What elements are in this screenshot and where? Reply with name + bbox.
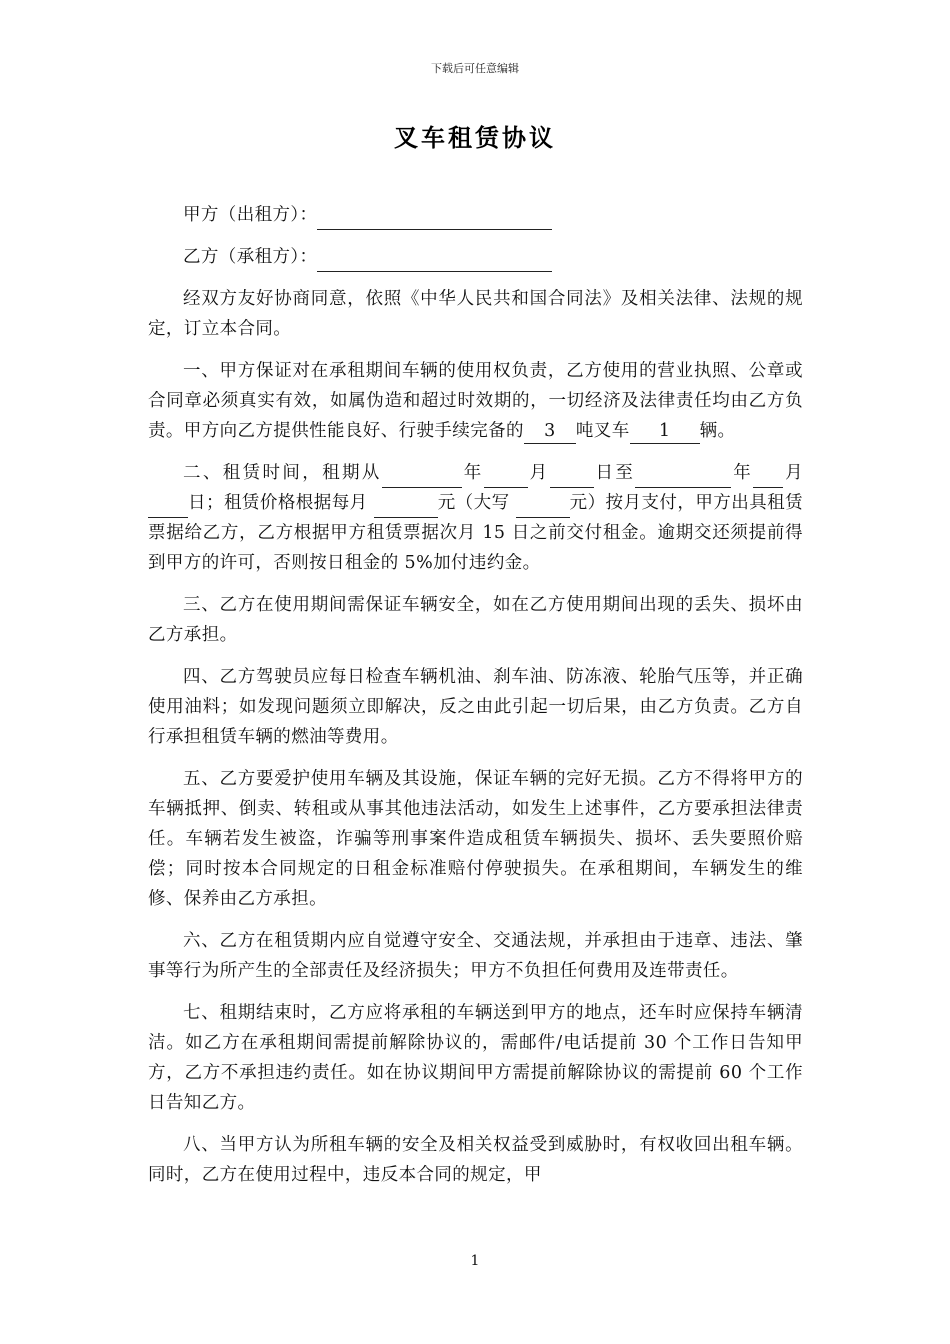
party-a-blank	[317, 207, 552, 230]
month2-label: 月	[783, 463, 803, 483]
clause-3: 三、乙方在使用期间需保证车辆安全，如在乙方使用期间出现的丢失、损坏由乙方承担。	[148, 595, 803, 645]
document-title: 叉车租赁协议	[394, 123, 556, 152]
end-day-blank	[148, 495, 188, 518]
clause-2	[148, 458, 803, 578]
party-a-line	[148, 200, 803, 230]
clause-1-text: 一、甲方保证对在承租期间车辆的使用权负责，乙方使用的营业执照、公章或合同章必须真实有效，如属伪造和超过时效期的，一切经济及法律责任均由乙方负责。甲方向乙方提供性能良好、行驶手续完备的	[148, 361, 803, 441]
clause-1-mid: 吨叉车	[575, 421, 630, 441]
party-b-line	[148, 242, 803, 272]
party-b-blank	[317, 249, 552, 272]
end-month-blank	[753, 465, 783, 488]
month-label: 月	[527, 463, 550, 483]
clause-6: 六、乙方在租赁期内应自觉遵守安全、交通法规，并承担由于违章、违法、肇事等行为所产生的全部责任及经济损失；甲方不负担任何费用及连带责任。	[148, 931, 803, 981]
clause-4: 四、乙方驾驶员应每日检查车辆机油、刹车油、防冻液、轮胎气压等，并正确使用油料；如发现问题须立即解决，反之由此引起一切后果，由乙方负责。乙方自行承担租赁车辆的燃油等费用。	[148, 667, 803, 747]
price-blank	[374, 495, 438, 518]
price-words-blank	[516, 495, 570, 518]
party-b-label: 乙方（承租方）：	[183, 247, 318, 267]
party-a-label: 甲方（出租方）：	[183, 205, 318, 225]
clause-2-start: 二、租赁时间，租期从	[183, 463, 382, 483]
start-day-blank	[550, 465, 594, 488]
count-value: 1	[630, 419, 700, 444]
yuan-label: 元（大写	[437, 493, 510, 513]
page-number: 1	[470, 1253, 480, 1269]
clause-1	[148, 356, 803, 446]
clause-7: 七、租期结束时，乙方应将承租的车辆送到甲方的地点，还车时应保持车辆清洁。如乙方在承租期间需提前解除协议的，需邮件/电话提前 30 个工作日告知甲方，乙方不承担违约责任。如在协议期间甲方需提前解除协议的需提前 60 个工作日告知乙方。	[148, 1003, 803, 1113]
clause-2-price: 日；租赁价格根据每月	[188, 493, 368, 513]
end-year-blank	[635, 465, 731, 488]
header-note: 下载后可任意编辑	[431, 62, 519, 75]
document-body	[148, 200, 803, 1202]
clause-1-end: 辆。	[699, 421, 736, 441]
day-to-label: 日至	[593, 463, 636, 483]
year2-label: 年	[731, 463, 754, 483]
start-year-blank	[382, 465, 462, 488]
year-label: 年	[461, 463, 484, 483]
clause-5: 五、乙方要爱护使用车辆及其设施，保证车辆的完好无损。乙方不得将甲方的车辆抵押、倒卖、转租或从事其他违法活动，如发生上述事件，乙方要承担法律责任。车辆若发生被盗，诈骗等刑事案件造成租赁车辆损失、损坏、丢失要照价赔偿；同时按本合同规定的日租金标准赔付停驶损失。在承租期间，车辆发生的维修、保养由乙方承担。	[148, 769, 803, 909]
intro-paragraph: 经双方友好协商同意，依照《中华人民共和国合同法》及相关法律、法规的规定，订立本合同。	[148, 289, 803, 339]
start-month-blank	[484, 465, 528, 488]
tons-value: 3	[524, 419, 576, 444]
clause-2-rest: 元）按月支付，甲方出具租赁票据给乙方，乙方根据甲方租赁票据次月 15 日之前交付租金。逾期交还须提前得到甲方的许可，否则按日租金的 5%加付违约金。	[148, 493, 804, 573]
clause-8: 八、当甲方认为所租车辆的安全及相关权益受到威胁时，有权收回出租车辆。同时，乙方在使用过程中，违反本合同的规定，甲	[148, 1135, 803, 1185]
